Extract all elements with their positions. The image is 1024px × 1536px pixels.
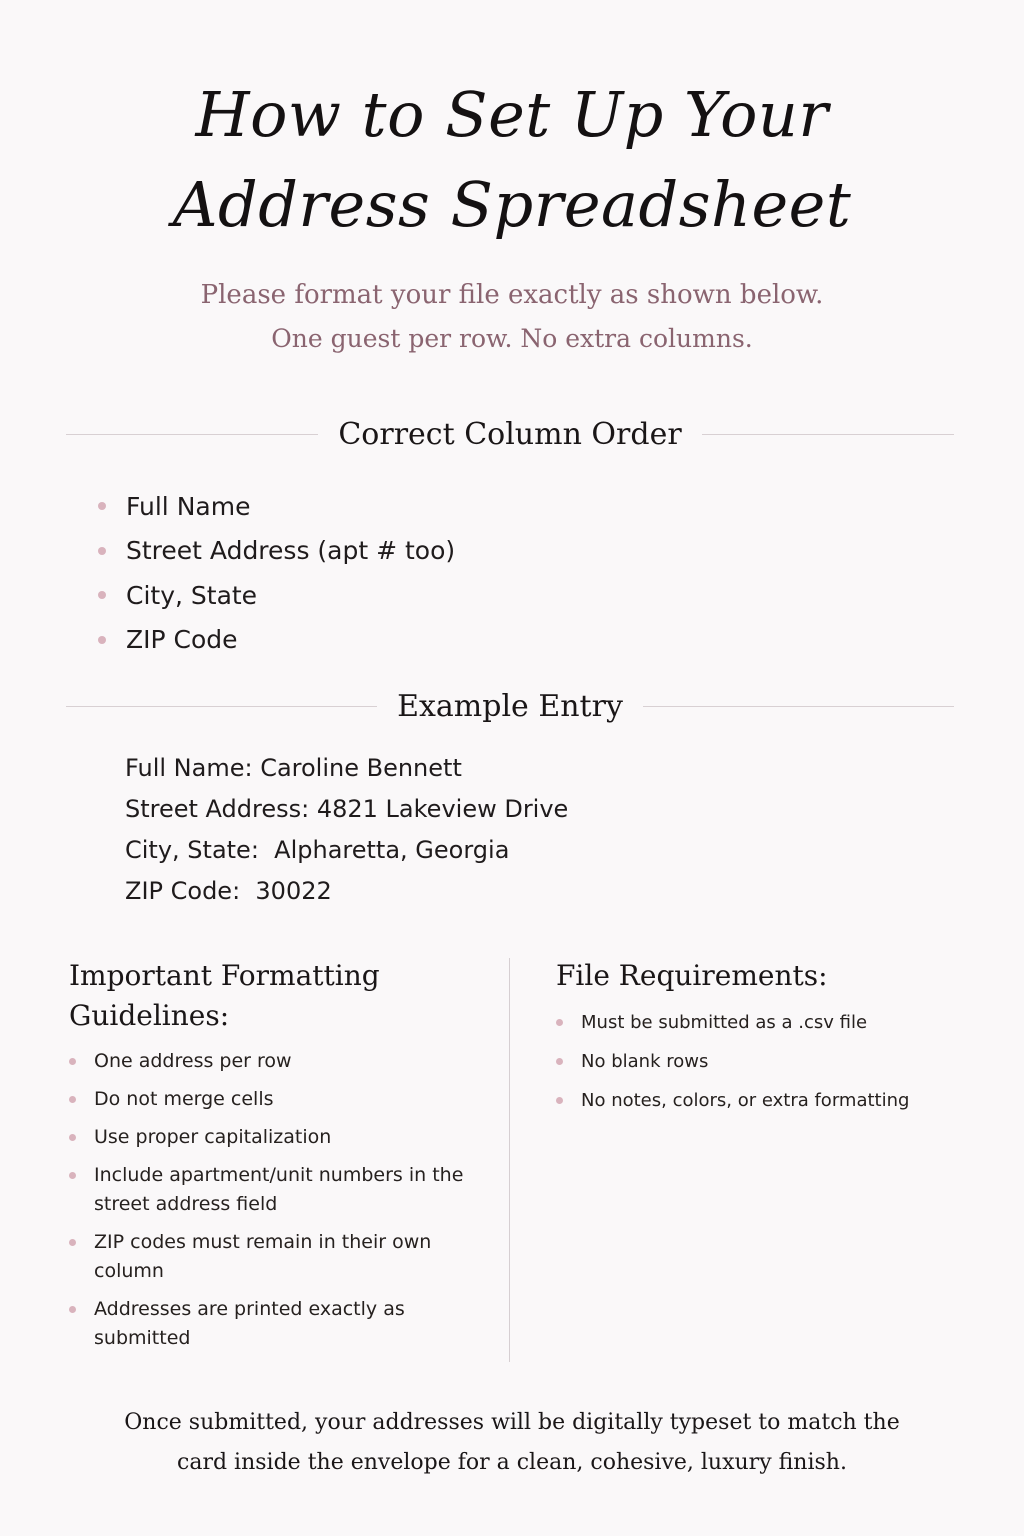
subtitle-line-2: One guest per row. No extra columns. (271, 324, 753, 353)
bullet-dot-icon (556, 1097, 563, 1104)
divider-right (643, 706, 954, 707)
list-item: Must be submitted as a .csv file (556, 1008, 996, 1037)
example-row: Street Address: 4821 Lakeview Drive (125, 795, 569, 823)
list-item: Addresses are printed exactly as submitted (69, 1295, 499, 1353)
bullet-dot-icon (69, 1306, 76, 1313)
example-entry (125, 754, 568, 918)
divider-right (702, 434, 954, 435)
list-item: Use proper capitalization (69, 1123, 499, 1152)
bullet-dot-icon (556, 1019, 563, 1026)
example-entry-header (66, 686, 954, 726)
page-title-line-2: Address Spreadsheet (172, 168, 852, 241)
bullet-dot-icon (69, 1058, 76, 1065)
example-entry-heading: Example Entry (397, 688, 623, 724)
page-title-line-1: How to Set Up Your (195, 78, 829, 151)
column-order-header (66, 414, 954, 454)
example-row: Full Name: Caroline Bennett (125, 754, 462, 782)
requirements-list (556, 1008, 996, 1125)
bullet-dot-icon (69, 1172, 76, 1179)
footer-note-line-1: Once submitted, your addresses will be digitally typeset to match the (124, 1410, 900, 1435)
bullet-dot-icon (98, 636, 106, 644)
bullet-dot-icon (69, 1096, 76, 1103)
example-row: City, State: Alpharetta, Georgia (125, 836, 510, 864)
list-item: ZIP Code (98, 618, 455, 663)
list-item: No blank rows (556, 1047, 996, 1076)
guidelines-heading: Important Formatting Guidelines: (69, 959, 380, 1032)
bullet-dot-icon (98, 502, 106, 510)
list-item: One address per row (69, 1047, 499, 1076)
requirements-heading: File Requirements: (556, 959, 828, 992)
list-item: No notes, colors, or extra formatting (556, 1086, 996, 1115)
column-divider (509, 958, 510, 1362)
subtitle-line-1: Please format your file exactly as shown below. (200, 280, 824, 310)
list-item: Do not merge cells (69, 1085, 499, 1114)
divider-left (66, 434, 318, 435)
list-item: City, State (98, 573, 455, 618)
bullet-dot-icon (556, 1058, 563, 1065)
footer-note-line-2: card inside the envelope for a clean, cohesive, luxury finish. (177, 1450, 847, 1475)
guidelines-list (69, 1047, 499, 1362)
bullet-dot-icon (69, 1239, 76, 1246)
list-item: Include apartment/unit numbers in the street address field (69, 1161, 499, 1219)
bullet-dot-icon (98, 547, 106, 555)
bullet-dot-icon (69, 1134, 76, 1141)
list-item: ZIP codes must remain in their own column (69, 1228, 499, 1286)
divider-left (66, 706, 377, 707)
list-item: Street Address (apt # too) (98, 529, 455, 574)
example-row: ZIP Code: 30022 (125, 877, 332, 905)
bullet-dot-icon (98, 591, 106, 599)
column-order-list (98, 484, 455, 662)
column-order-heading: Correct Column Order (338, 416, 682, 452)
list-item: Full Name (98, 484, 455, 529)
